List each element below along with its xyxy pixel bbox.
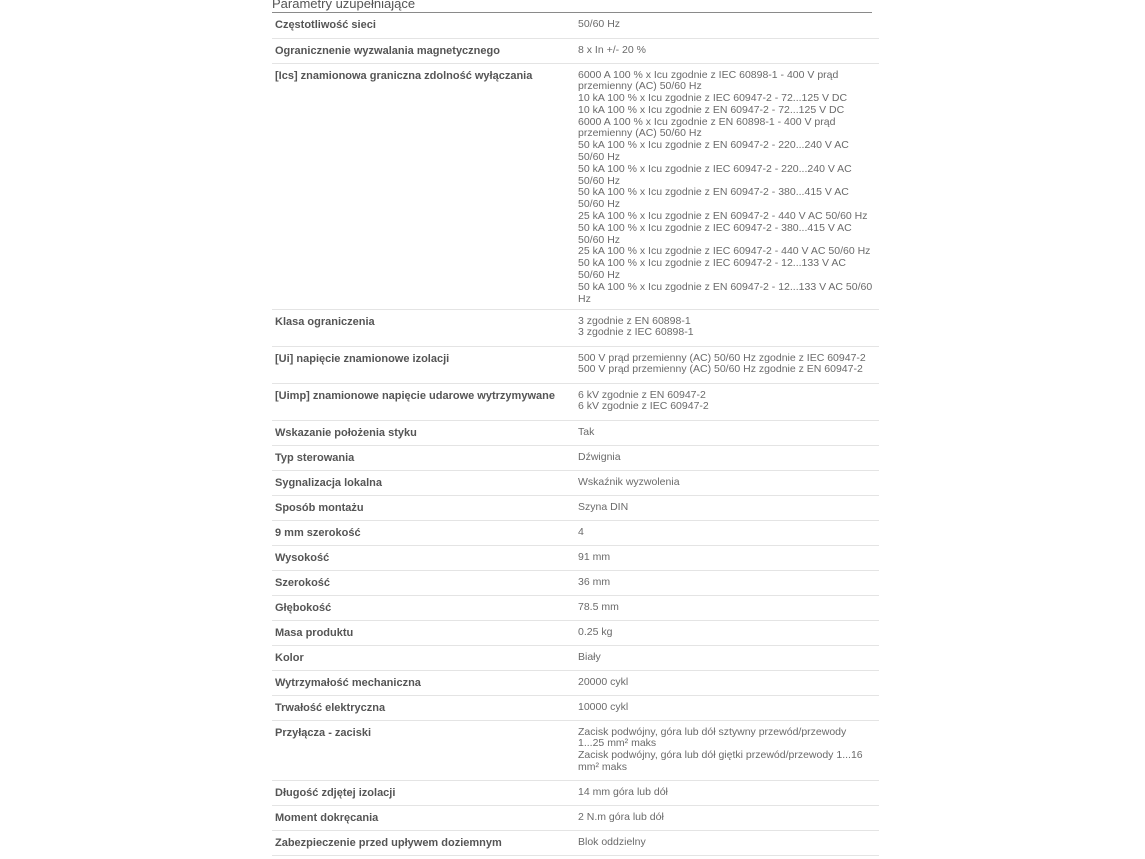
spec-value-line: 6 kV zgodnie z EN 60947-2 (578, 388, 706, 401)
spec-value-line: 6000 A 100 % x Icu zgodnie z EN 60898-1 - 400 V prąd przemienny (AC) 50/60 Hz (578, 115, 836, 140)
spec-label: Wytrzymałość mechaniczna (272, 670, 575, 695)
spec-value (575, 595, 879, 620)
spec-value-line: 50 kA 100 % x Icu zgodnie z IEC 60947-2 - 12...133 V AC 50/60 Hz (578, 257, 846, 282)
spec-value (575, 805, 879, 830)
spec-value-line: 2 N.m góra lub dół (578, 810, 664, 823)
spec-value-line: 20000 cykl (578, 675, 629, 688)
spec-value-line: 50 kA 100 % x Icu zgodnie z EN 60947-2 - 220...240 V AC 50/60 Hz (578, 139, 849, 164)
spec-label: Kolor (272, 645, 575, 670)
spec-value-line: 78.5 mm (578, 600, 619, 613)
spec-row (272, 383, 879, 420)
spec-label: [Ics] znamionowa graniczna zdolność wyłączania (272, 63, 575, 309)
spec-value (575, 570, 879, 595)
spec-label: Wysokość (272, 545, 575, 570)
spec-label: Przyłącza - zaciski (272, 720, 575, 780)
spec-label: Typ sterowania (272, 445, 575, 470)
spec-label: Sposób montażu (272, 495, 575, 520)
spec-value (575, 38, 879, 63)
spec-value-line: 3 zgodnie z IEC 60898-1 (578, 326, 694, 339)
spec-label: Klasa ograniczenia (272, 309, 575, 346)
spec-value (575, 830, 879, 855)
spec-row (272, 570, 879, 595)
spec-value-line: 500 V prąd przemienny (AC) 50/60 Hz zgodnie z IEC 60947-2 (578, 351, 866, 364)
spec-value (575, 420, 879, 445)
spec-value-line: Dźwignia (578, 450, 621, 463)
spec-label: Sygnalizacja lokalna (272, 470, 575, 495)
spec-row (272, 805, 879, 830)
spec-row (272, 545, 879, 570)
spec-value (575, 545, 879, 570)
spec-row (272, 13, 879, 38)
spec-value-line: 6000 A 100 % x Icu zgodnie z IEC 60898-1 - 400 V prąd przemienny (AC) 50/60 Hz (578, 68, 839, 93)
spec-label: Częstotliwość sieci (272, 13, 575, 38)
spec-row (272, 720, 879, 780)
spec-value (575, 720, 879, 780)
spec-value-line: Tak (578, 425, 595, 438)
spec-value (575, 670, 879, 695)
spec-row (272, 780, 879, 805)
spec-row (272, 63, 879, 309)
spec-value-line: 25 kA 100 % x Icu zgodnie z IEC 60947-2 - 440 V AC 50/60 Hz (578, 245, 871, 258)
spec-value-line: Zacisk podwójny, góra lub dół sztywny przewód/przewody 1...25 mm² maks (578, 725, 847, 750)
spec-sheet (272, 0, 872, 856)
spec-value (575, 13, 879, 38)
spec-value-line: 10 kA 100 % x Icu zgodnie z IEC 60947-2 - 72...125 V DC (578, 92, 848, 105)
spec-value-line: 3 zgodnie z EN 60898-1 (578, 314, 691, 327)
spec-label: 9 mm szerokość (272, 520, 575, 545)
spec-label: Długość zdjętej izolacji (272, 780, 575, 805)
spec-value-line: 6 kV zgodnie z IEC 60947-2 (578, 400, 709, 413)
spec-row (272, 520, 879, 545)
spec-value (575, 470, 879, 495)
spec-value-line: Szyna DIN (578, 500, 629, 513)
spec-row (272, 309, 879, 346)
spec-table (272, 13, 879, 856)
spec-row (272, 470, 879, 495)
spec-row (272, 645, 879, 670)
spec-row (272, 595, 879, 620)
spec-row (272, 445, 879, 470)
spec-value (575, 63, 879, 309)
spec-value-line: 50 kA 100 % x Icu zgodnie z IEC 60947-2 - 220...240 V AC 50/60 Hz (578, 162, 852, 187)
spec-value (575, 495, 879, 520)
spec-label: Moment dokręcania (272, 805, 575, 830)
spec-value-line: 4 (578, 525, 584, 538)
spec-value (575, 346, 879, 383)
spec-value (575, 520, 879, 545)
spec-row (272, 670, 879, 695)
spec-value-line: 8 x In +/- 20 % (578, 43, 646, 56)
spec-row (272, 38, 879, 63)
spec-value (575, 695, 879, 720)
spec-label: Zabezpieczenie przed upływem doziemnym (272, 830, 575, 855)
spec-value-line: 36 mm (578, 575, 611, 588)
section-title: Parametry uzupełniające (272, 0, 872, 13)
spec-value-line: Blok oddzielny (578, 835, 646, 848)
spec-value (575, 645, 879, 670)
spec-value-line: 0.25 kg (578, 625, 613, 638)
spec-value-line: 10 kA 100 % x Icu zgodnie z EN 60947-2 - 72...125 V DC (578, 103, 845, 116)
spec-label: Masa produktu (272, 620, 575, 645)
spec-row (272, 346, 879, 383)
spec-value-line: Wskaźnik wyzwolenia (578, 475, 680, 488)
spec-value (575, 780, 879, 805)
spec-label: Trwałość elektryczna (272, 695, 575, 720)
spec-label: Ogranicznenie wyzwalania magnetycznego (272, 38, 575, 63)
spec-row (272, 420, 879, 445)
spec-row (272, 830, 879, 855)
spec-value-line: 500 V prąd przemienny (AC) 50/60 Hz zgodnie z EN 60947-2 (578, 363, 863, 376)
spec-label: [Uimp] znamionowe napięcie udarowe wytrzymywane (272, 383, 575, 420)
spec-label: Szerokość (272, 570, 575, 595)
spec-value-line: 10000 cykl (578, 700, 629, 713)
spec-value-line: 50 kA 100 % x Icu zgodnie z EN 60947-2 - 12...133 V AC 50/60 Hz (578, 280, 873, 305)
spec-row (272, 695, 879, 720)
spec-row (272, 620, 879, 645)
spec-row (272, 495, 879, 520)
spec-value-line: 91 mm (578, 550, 611, 563)
spec-label: [Ui] napięcie znamionowe izolacji (272, 346, 575, 383)
spec-value-line: 50 kA 100 % x Icu zgodnie z IEC 60947-2 - 380...415 V AC 50/60 Hz (578, 221, 852, 246)
spec-value (575, 309, 879, 346)
spec-table-body (272, 13, 879, 855)
spec-value-line: 50/60 Hz (578, 18, 621, 30)
spec-label: Wskazanie położenia styku (272, 420, 575, 445)
spec-value-line: Biały (578, 650, 601, 663)
spec-value (575, 383, 879, 420)
spec-value (575, 445, 879, 470)
spec-value-line: 50 kA 100 % x Icu zgodnie z EN 60947-2 - 380...415 V AC 50/60 Hz (578, 186, 849, 211)
spec-value-line: Zacisk podwójny, góra lub dół giętki przewód/przewody 1...16 mm² maks (578, 749, 863, 773)
spec-label: Głębokość (272, 595, 575, 620)
spec-value (575, 620, 879, 645)
spec-value-line: 14 mm góra lub dół (578, 785, 668, 798)
spec-value-line: 25 kA 100 % x Icu zgodnie z EN 60947-2 - 440 V AC 50/60 Hz (578, 210, 868, 223)
